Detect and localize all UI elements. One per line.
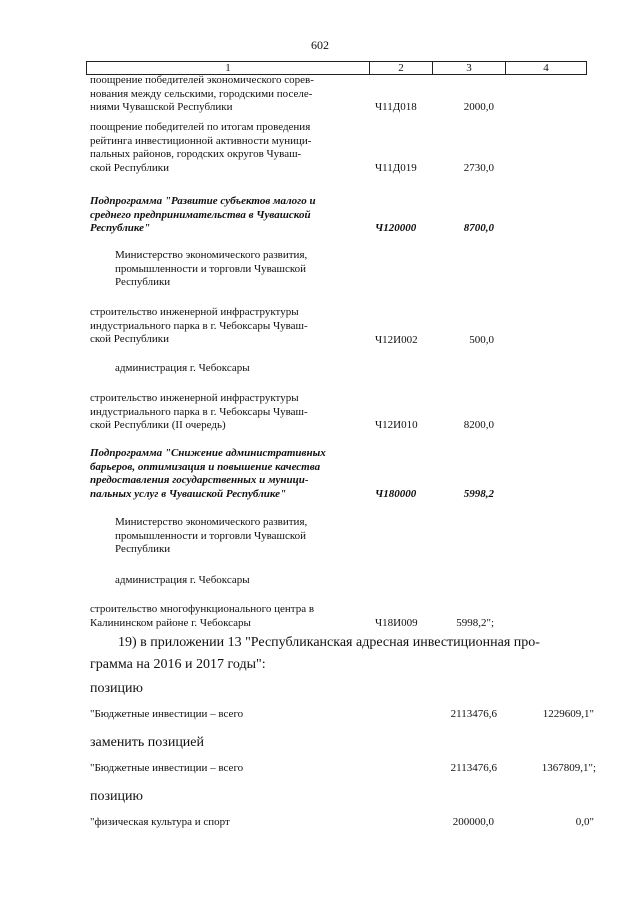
sport-row-value-2: 0,0" bbox=[575, 816, 594, 828]
row-code: Ч120000 bbox=[375, 222, 417, 234]
row-line: Республики bbox=[115, 276, 171, 289]
row-amount: 500,0 bbox=[469, 334, 494, 346]
row-line: поощрение победителей экономического сорев- bbox=[90, 74, 314, 86]
row-line: Министерство экономического развития, bbox=[115, 249, 308, 261]
row-amount: 5998,2 bbox=[463, 488, 494, 500]
table-row-text bbox=[90, 392, 362, 433]
table-header bbox=[86, 61, 587, 75]
row-line: нования между сельскими, городскими поселе- bbox=[90, 87, 313, 100]
table-row-text bbox=[90, 603, 362, 630]
pozitsiyu-label: позицию bbox=[90, 681, 143, 696]
row-line: поощрение победителей по итогам проведения bbox=[90, 121, 311, 133]
paragraph-19-line1: 19) в приложении 13 "Республиканская адресная инвестиционная про- bbox=[118, 635, 540, 650]
row-amount: 8700,0 bbox=[463, 222, 494, 234]
row-line: промышленности и торговли Чувашской bbox=[115, 529, 307, 542]
row-line: барьеров, оптимизация и повышение качества bbox=[90, 460, 321, 473]
row-line: ской Республики bbox=[90, 161, 169, 174]
row-line: пальных услуг в Чувашской Республике" bbox=[90, 487, 287, 500]
sport-row-value-1: 200000,0 bbox=[452, 816, 494, 828]
table-row-text bbox=[90, 121, 362, 175]
row-line: промышленности и торговли Чувашской bbox=[115, 262, 307, 275]
budget-row-2-value-1: 2113476,6 bbox=[450, 762, 497, 774]
row-line: пальных районов, городских округов Чуваш- bbox=[90, 148, 302, 161]
header-col-4: 4 bbox=[506, 62, 587, 75]
row-code: Ч18И009 bbox=[375, 617, 418, 629]
row-line: индустриального парка в г. Чебоксары Чуваш- bbox=[90, 405, 308, 418]
header-col-2: 2 bbox=[370, 62, 433, 75]
header-col-3: 3 bbox=[433, 62, 506, 75]
row-line: администрация г. Чебоксары bbox=[115, 362, 250, 374]
budget-row-1-value-2: 1229609,1" bbox=[542, 708, 594, 720]
row-line: ской Республики (II очередь) bbox=[90, 419, 226, 432]
table-row-text bbox=[90, 74, 362, 115]
row-line: администрация г. Чебоксары bbox=[115, 574, 250, 586]
row-line: Калининском районе г. Чебоксары bbox=[90, 616, 251, 629]
row-line: ниями Чувашской Республики bbox=[90, 101, 233, 114]
paragraph-19-line2: грамма на 2016 и 2017 годы": bbox=[90, 657, 266, 672]
row-line: ской Республики bbox=[90, 333, 169, 346]
header-col-1: 1 bbox=[87, 62, 370, 75]
row-line: строительство инженерной инфраструктуры bbox=[90, 392, 299, 404]
administration-name bbox=[115, 362, 362, 376]
page-number: 602 bbox=[311, 38, 329, 52]
row-line: Республики bbox=[115, 543, 171, 556]
row-line: индустриального парка в г. Чебоксары Чуваш- bbox=[90, 319, 308, 332]
subprogram-title bbox=[90, 195, 362, 236]
row-line: среднего предпринимательства в Чувашской bbox=[90, 208, 311, 221]
row-amount: 5998,2"; bbox=[456, 617, 494, 629]
row-code: Ч12И002 bbox=[375, 334, 418, 346]
ministry-name bbox=[115, 516, 362, 557]
row-line: рейтинга инвестиционной активности муници- bbox=[90, 134, 312, 147]
row-line: Подпрограмма "Развитие субъектов малого и bbox=[90, 195, 316, 207]
zamenit-label: заменить позицией bbox=[90, 735, 205, 750]
row-code: Ч180000 bbox=[375, 488, 417, 500]
row-line: Министерство экономического развития, bbox=[115, 516, 308, 528]
subprogram-title bbox=[90, 447, 362, 501]
row-amount: 8200,0 bbox=[463, 419, 494, 431]
administration-name bbox=[115, 574, 362, 588]
row-line: Подпрограмма "Снижение административных bbox=[90, 447, 326, 459]
row-line: Республике" bbox=[90, 222, 151, 235]
ministry-name bbox=[115, 249, 362, 290]
budget-row-1-value-1: 2113476,6 bbox=[450, 708, 497, 720]
table-row-text bbox=[90, 306, 362, 347]
row-amount: 2730,0 bbox=[463, 162, 494, 174]
sport-row-label: "физическая культура и спорт bbox=[90, 816, 230, 828]
row-line: предоставления государственных и муници- bbox=[90, 474, 309, 487]
row-line: строительство инженерной инфраструктуры bbox=[90, 306, 299, 318]
row-line: строительство многофункционального центра в bbox=[90, 603, 315, 615]
row-code: Ч11Д018 bbox=[375, 101, 417, 113]
pozitsiyu-label: позицию bbox=[90, 789, 143, 804]
budget-row-2-value-2: 1367809,1"; bbox=[541, 762, 596, 774]
row-code: Ч12И010 bbox=[375, 419, 418, 431]
row-amount: 2000,0 bbox=[463, 101, 494, 113]
budget-row-2-label: "Бюджетные инвестиции – всего bbox=[90, 762, 244, 774]
row-code: Ч11Д019 bbox=[375, 162, 417, 174]
budget-row-1-label: "Бюджетные инвестиции – всего bbox=[90, 708, 244, 720]
